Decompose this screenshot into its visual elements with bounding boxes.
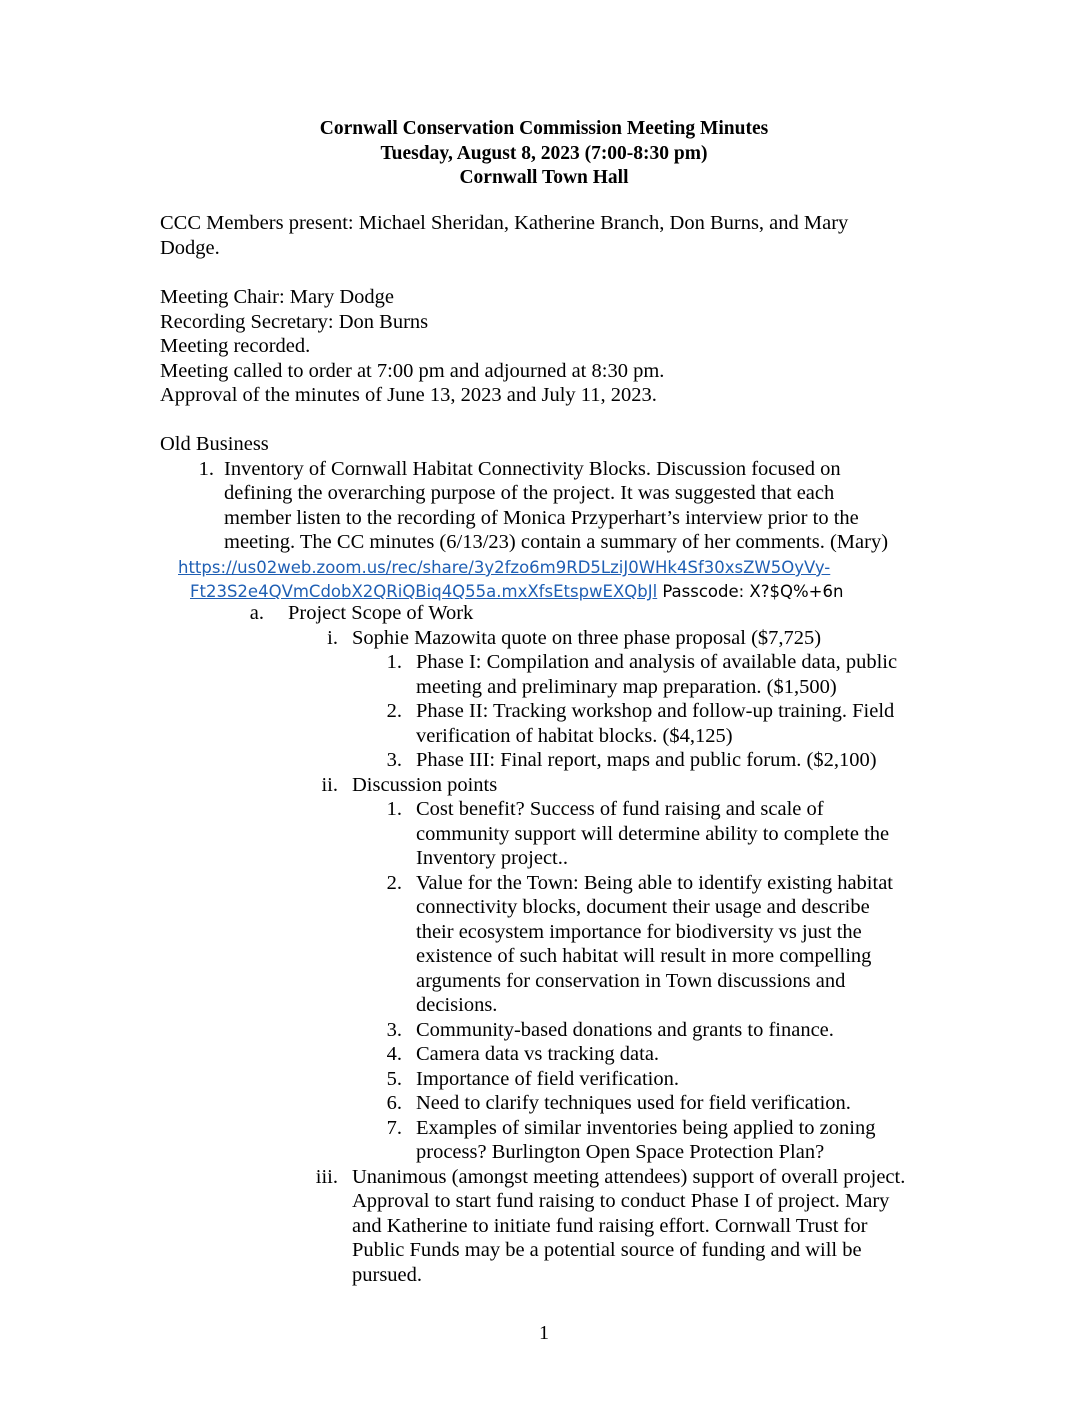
meeting-location: Cornwall Town Hall [459, 167, 629, 188]
phase-text-line: meeting and preliminary map preparation. ($1,500) [416, 676, 837, 698]
point-text-line: Cost benefit? Success of fund raising and scale of [416, 798, 824, 820]
point-text-line: Need to clarify techniques used for field verification. [416, 1092, 851, 1114]
point-text-line: arguments for conservation in Town discussions and [416, 970, 846, 992]
list-marker: 1. [198, 458, 214, 480]
meeting-recorded: Meeting recorded. [160, 335, 311, 357]
minutes-approval: Approval of the minutes of June 13, 2023 and July 11, 2023. [160, 384, 657, 406]
list-marker: 3. [386, 1019, 402, 1041]
document-title: Cornwall Conservation Commission Meeting Minutes [319, 118, 769, 139]
members-present-line: CCC Members present: Michael Sheridan, Katherine Branch, Don Burns, and Mary [160, 212, 849, 234]
list-marker: 2. [386, 872, 402, 894]
point-text-line: Inventory project.. [416, 847, 568, 869]
passcode: Passcode: X?$Q%+6n [662, 582, 844, 601]
list-marker: 2. [386, 700, 402, 722]
phase-text-line: Phase III: Final report, maps and public forum. ($2,100) [416, 749, 877, 771]
subsection-label: Discussion points [352, 774, 498, 796]
point-text-line: Examples of similar inventories being applied to zoning [416, 1117, 876, 1139]
item-text-line: member listen to the recording of Monica Przyperhart’s interview prior to the [224, 507, 859, 529]
support-text-line: Approval to start fund raising to conduct Phase I of project. Mary [352, 1190, 890, 1212]
point-text-line: their ecosystem importance for biodiversity vs just the [416, 921, 862, 943]
support-text-line: and Katherine to initiate fund raising effort. Cornwall Trust for [352, 1215, 868, 1237]
support-text-line: Unanimous (amongst meeting attendees) support of overall project. [352, 1166, 906, 1188]
item-text-line: defining the overarching purpose of the project. It was suggested that each [224, 482, 835, 504]
list-marker: 3. [386, 749, 402, 771]
point-text-line: existence of such habitat will result in more compelling [416, 945, 872, 967]
point-text-line: connectivity blocks, document their usage and describe [416, 896, 870, 918]
item-text-line: meeting. The CC minutes (6/13/23) contain a summary of her comments. (Mary) [224, 531, 889, 553]
phase-text-line: Phase II: Tracking workshop and follow-up training. Field [416, 700, 895, 722]
list-marker: 5. [386, 1068, 402, 1090]
meeting-date: Tuesday, August 8, 2023 (7:00-8:30 pm) [380, 143, 708, 164]
point-text-line: Value for the Town: Being able to identify existing habitat [416, 872, 893, 894]
section-heading-old-business: Old Business [160, 433, 269, 455]
list-marker: 6. [386, 1092, 402, 1114]
point-text-line: Importance of field verification. [416, 1068, 679, 1090]
list-marker: 1. [386, 798, 402, 820]
point-text-line: community support will determine ability to complete the [416, 823, 890, 845]
list-marker: iii. [315, 1166, 338, 1188]
recording-link[interactable] [178, 555, 830, 580]
support-text-line: Public Funds may be a potential source of funding and will be [352, 1239, 862, 1261]
list-marker: i. [327, 627, 338, 649]
recording-link-text[interactable]: https://us02web.zoom.us/rec/share/3y2fzo6m9RD5LziJ0WHk4Sf30xsZW5OyVy- [178, 558, 831, 577]
list-marker: 4. [386, 1043, 402, 1065]
meeting-chair: Meeting Chair: Mary Dodge [160, 286, 394, 308]
point-text-line: decisions. [416, 994, 498, 1016]
support-text-line: pursued. [352, 1264, 423, 1286]
list-marker: ii. [321, 774, 338, 796]
point-text-line: Camera data vs tracking data. [416, 1043, 660, 1065]
subsection-label: Project Scope of Work [288, 602, 474, 624]
subsection-label: Sophie Mazowita quote on three phase proposal ($7,725) [352, 627, 822, 649]
recording-secretary: Recording Secretary: Don Burns [160, 311, 429, 333]
meeting-times: Meeting called to order at 7:00 pm and adjourned at 8:30 pm. [160, 360, 665, 382]
phase-text-line: verification of habitat blocks. ($4,125) [416, 725, 733, 747]
phase-text-line: Phase I: Compilation and analysis of available data, public [416, 651, 898, 673]
list-marker: 1. [386, 651, 402, 673]
point-text-line: process? Burlington Open Space Protection Plan? [416, 1141, 825, 1163]
item-text-line: Inventory of Cornwall Habitat Connectivity Blocks. Discussion focused on [224, 458, 841, 480]
point-text-line: Community-based donations and grants to finance. [416, 1019, 834, 1041]
members-present-line: Dodge. [160, 237, 220, 259]
page-number: 1 [539, 1322, 549, 1344]
recording-link-text[interactable]: Ft23S2e4QVmCdobX2QRiQBiq4Q55a.mxXfsEtspwEXQbJl [190, 582, 658, 601]
list-marker: 7. [386, 1117, 402, 1139]
list-marker: a. [249, 602, 264, 624]
